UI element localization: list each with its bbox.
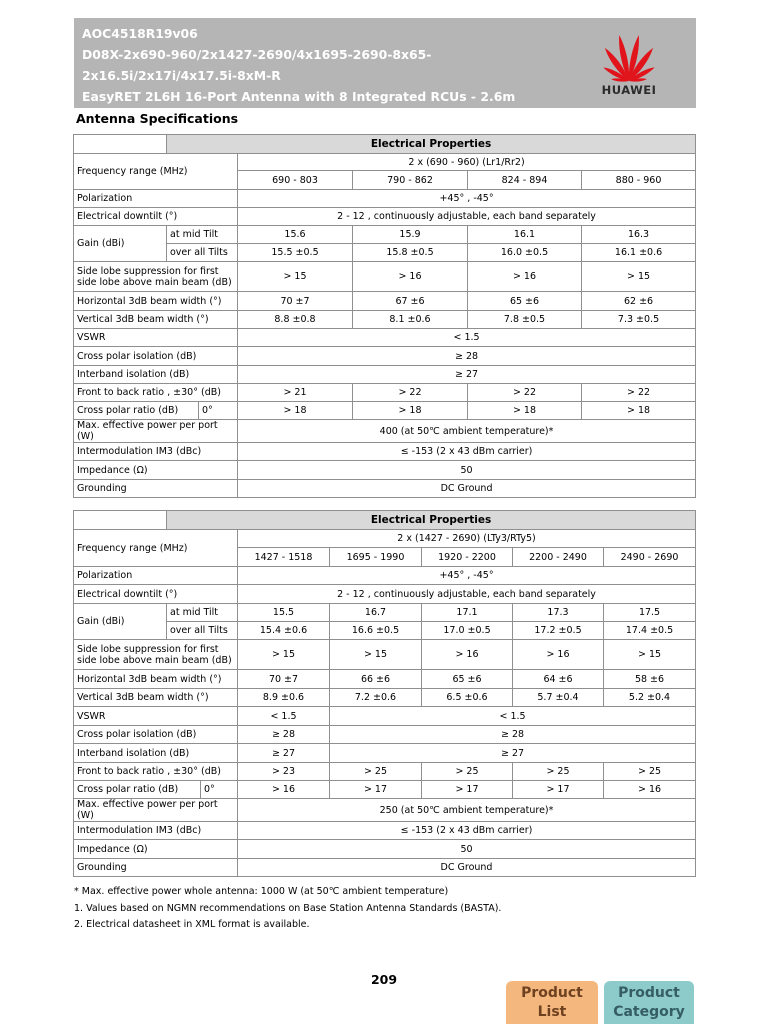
impedance-value: 50 (238, 840, 696, 859)
band-header: 2490 - 2690 (604, 548, 696, 567)
row-label-vswr: VSWR (74, 707, 238, 726)
vbw-value: 7.2 ±0.6 (330, 689, 422, 707)
cpr-value: > 18 (468, 402, 582, 420)
row-label-grounding: Grounding (74, 480, 238, 498)
downtilt-value: 2 - 12 , continuously adjustable, each band separately (238, 208, 696, 226)
row-label-polarization: Polarization (74, 190, 238, 208)
band-header: 880 - 960 (582, 171, 696, 190)
frequency-range-value: 2 x (690 - 960) (Lr1/Rr2) (238, 154, 696, 171)
electrical-properties-table-low-band (73, 134, 696, 498)
gain-all-tilts-label: over all Tilts (167, 244, 238, 262)
row-label-max-power: Max. effective power per port (W) (74, 799, 238, 822)
product-category-button[interactable] (604, 981, 694, 1024)
section-title: Antenna Specifications (76, 111, 239, 126)
interband-isolation-value: ≥ 27 (238, 366, 696, 384)
max-power-value: 250 (at 50℃ ambient temperature)* (238, 799, 696, 822)
gain-value: 17.4 ±0.5 (604, 622, 696, 640)
band-header: 690 - 803 (238, 171, 353, 190)
huawei-petals-icon (594, 26, 664, 82)
impedance-value: 50 (238, 461, 696, 480)
row-label-grounding: Grounding (74, 859, 238, 877)
polarization-value: +45° , -45° (238, 190, 696, 208)
ftb-value: > 23 (238, 763, 330, 781)
cpr-angle: 0° (198, 402, 213, 419)
hbw-value: 65 ±6 (468, 292, 582, 311)
gain-value: 17.5 (604, 604, 696, 622)
row-label-frequency: Frequency range (MHz) (74, 154, 238, 190)
row-label-sidelobe: Side lobe suppression for first side lobe above main beam (dB) (74, 640, 238, 670)
product-model: AOC4518R19v06 (82, 26, 198, 41)
huawei-logo-text: HUAWEI (601, 83, 657, 97)
vbw-value: 7.3 ±0.5 (582, 311, 696, 329)
band-header: 1920 - 2200 (422, 548, 513, 567)
row-label-polarization: Polarization (74, 567, 238, 585)
row-label-cross-polar-isolation: Cross polar isolation (dB) (74, 347, 238, 366)
row-label-impedance: Impedance (Ω) (74, 461, 238, 480)
frequency-range-value: 2 x (1427 - 2690) (LTy3/RTy5) (238, 530, 696, 548)
gain-value: 16.1 (468, 226, 582, 244)
row-label-interband-isolation: Interband isolation (dB) (74, 366, 238, 384)
row-label-front-to-back: Front to back ratio , ±30° (dB) (74, 384, 238, 402)
cpr-value: > 17 (422, 781, 513, 799)
row-label-vbw: Vertical 3dB beam width (°) (74, 689, 238, 707)
product-category-label-line-1: Product (618, 985, 680, 1001)
hbw-value: 58 ±6 (604, 670, 696, 689)
vbw-value: 6.5 ±0.6 (422, 689, 513, 707)
electrical-properties-table-high-band (73, 510, 696, 877)
sidelobe-value: > 15 (238, 640, 330, 670)
im3-value: ≤ -153 (2 x 43 dBm carrier) (238, 443, 696, 461)
table-title: Electrical Properties (167, 135, 696, 154)
row-label-front-to-back: Front to back ratio , ±30° (dB) (74, 763, 238, 781)
vswr-value: < 1.5 (238, 329, 696, 347)
product-category-label-line-2: Category (613, 1004, 685, 1020)
row-label-cross-polar-isolation: Cross polar isolation (dB) (74, 726, 238, 744)
row-label-vbw: Vertical 3dB beam width (°) (74, 311, 238, 329)
row-label-max-power: Max. effective power per port (W) (74, 420, 238, 443)
vbw-value: 8.8 ±0.8 (238, 311, 353, 329)
row-label-impedance: Impedance (Ω) (74, 840, 238, 859)
gain-value: 16.7 (330, 604, 422, 622)
ftb-value: > 25 (330, 763, 422, 781)
product-spec-line-2: 2x16.5i/2x17i/4x17.5i-8xM-R (82, 68, 281, 83)
gain-mid-tilt-label: at mid Tilt (167, 226, 238, 244)
row-label-hbw: Horizontal 3dB beam width (°) (74, 292, 238, 311)
band-header: 2200 - 2490 (513, 548, 604, 567)
gain-value: 17.1 (422, 604, 513, 622)
hbw-value: 70 ±7 (238, 292, 353, 311)
ftb-value: > 25 (604, 763, 696, 781)
sidelobe-value: > 16 (422, 640, 513, 670)
band-header: 790 - 862 (353, 171, 468, 190)
ftb-value: > 25 (513, 763, 604, 781)
hbw-value: 66 ±6 (330, 670, 422, 689)
cpr-value: > 17 (330, 781, 422, 799)
row-label-cross-polar-ratio (74, 402, 238, 420)
vbw-value: 7.8 ±0.5 (468, 311, 582, 329)
interband-isolation-first-band: ≥ 27 (238, 744, 330, 763)
band-header: 824 - 894 (468, 171, 582, 190)
row-label-im3: Intermodulation IM3 (dBc) (74, 443, 238, 461)
row-label-interband-isolation: Interband isolation (dB) (74, 744, 238, 763)
gain-value: 17.0 ±0.5 (422, 622, 513, 640)
gain-value: 15.4 ±0.6 (238, 622, 330, 640)
hbw-value: 65 ±6 (422, 670, 513, 689)
max-power-value: 400 (at 50℃ ambient temperature)* (238, 420, 696, 443)
polarization-value: +45° , -45° (238, 567, 696, 585)
gain-value: 16.6 ±0.5 (330, 622, 422, 640)
grounding-value: DC Ground (238, 480, 696, 498)
header-banner (74, 18, 696, 108)
cpr-value: > 18 (238, 402, 353, 420)
vbw-value: 8.9 ±0.6 (238, 689, 330, 707)
row-label-cross-polar-ratio (74, 781, 238, 799)
gain-value: 17.2 ±0.5 (513, 622, 604, 640)
cpr-value: > 16 (604, 781, 696, 799)
gain-value: 16.1 ±0.6 (582, 244, 696, 262)
product-description: EasyRET 2L6H 16-Port Antenna with 8 Integrated RCUs - 2.6m (82, 89, 516, 104)
footnote-max-power: * Max. effective power whole antenna: 1000 W (at 50℃ ambient temperature) (74, 886, 449, 897)
cpr-value: > 18 (353, 402, 468, 420)
vbw-value: 5.7 ±0.4 (513, 689, 604, 707)
vswr-value: < 1.5 (330, 707, 696, 726)
row-label-downtilt: Electrical downtilt (°) (74, 585, 238, 604)
sidelobe-value: > 15 (582, 262, 696, 292)
hbw-value: 62 ±6 (582, 292, 696, 311)
cpr-angle: 0° (200, 781, 215, 798)
footnote-xml: 2. Electrical datasheet in XML format is available. (74, 919, 310, 930)
cpr-value: > 17 (513, 781, 604, 799)
row-label-gain: Gain (dBi) (74, 604, 167, 640)
sidelobe-value: > 15 (604, 640, 696, 670)
sidelobe-value: > 15 (330, 640, 422, 670)
vswr-value-first-band: < 1.5 (238, 707, 330, 726)
gain-value: 16.0 ±0.5 (468, 244, 582, 262)
vbw-value: 5.2 ±0.4 (604, 689, 696, 707)
page-number: 209 (370, 972, 398, 987)
sidelobe-value: > 16 (468, 262, 582, 292)
row-label-downtilt: Electrical downtilt (°) (74, 208, 238, 226)
gain-value: 15.9 (353, 226, 468, 244)
grounding-value: DC Ground (238, 859, 696, 877)
gain-mid-tilt-label: at mid Tilt (167, 604, 238, 622)
ftb-value: > 22 (582, 384, 696, 402)
band-header: 1427 - 1518 (238, 548, 330, 567)
product-title-block (82, 23, 515, 107)
interband-isolation-value: ≥ 27 (330, 744, 696, 763)
cpr-value: > 16 (238, 781, 330, 799)
row-label-sidelobe: Side lobe suppression for first side lobe above main beam (dB) (74, 262, 238, 292)
cross-polar-isolation-value: ≥ 28 (238, 347, 696, 366)
gain-value: 15.5 ±0.5 (238, 244, 353, 262)
footnote-basta: 1. Values based on NGMN recommendations on Base Station Antenna Standards (BASTA). (74, 902, 502, 914)
row-label-hbw: Horizontal 3dB beam width (°) (74, 670, 238, 689)
gain-all-tilts-label: over all Tilts (167, 622, 238, 640)
table-title: Electrical Properties (167, 511, 696, 530)
ftb-value: > 21 (238, 384, 353, 402)
row-label-im3: Intermodulation IM3 (dBc) (74, 822, 238, 840)
ftb-value: > 22 (468, 384, 582, 402)
gain-value: 15.8 ±0.5 (353, 244, 468, 262)
ftb-value: > 22 (353, 384, 468, 402)
product-list-label-line-1: Product (521, 985, 583, 1001)
gain-value: 16.3 (582, 226, 696, 244)
huawei-logo (594, 26, 664, 102)
ftb-value: > 25 (422, 763, 513, 781)
gain-value: 15.5 (238, 604, 330, 622)
product-list-label-line-2: List (537, 1004, 567, 1020)
product-list-button[interactable] (506, 981, 598, 1024)
footnotes (74, 884, 501, 934)
sidelobe-value: > 16 (513, 640, 604, 670)
cpr-value: > 18 (582, 402, 696, 420)
vbw-value: 8.1 ±0.6 (353, 311, 468, 329)
row-label-vswr: VSWR (74, 329, 238, 347)
im3-value: ≤ -153 (2 x 43 dBm carrier) (238, 822, 696, 840)
gain-value: 15.6 (238, 226, 353, 244)
row-label-frequency: Frequency range (MHz) (74, 530, 238, 567)
row-label-gain: Gain (dBi) (74, 226, 167, 262)
band-header: 1695 - 1990 (330, 548, 422, 567)
sidelobe-value: > 15 (238, 262, 353, 292)
gain-value: 17.3 (513, 604, 604, 622)
product-spec-line-1: D08X-2x690-960/2x1427-2690/4x1695-2690-8x65- (82, 47, 432, 62)
cpr-label-text: Cross polar ratio (dB) (77, 405, 179, 416)
cross-polar-isolation-value: ≥ 28 (330, 726, 696, 744)
cross-polar-isolation-first-band: ≥ 28 (238, 726, 330, 744)
downtilt-value: 2 - 12 , continuously adjustable, each band separately (238, 585, 696, 604)
cpr-label-text: Cross polar ratio (dB) (77, 784, 179, 795)
hbw-value: 64 ±6 (513, 670, 604, 689)
hbw-value: 67 ±6 (353, 292, 468, 311)
hbw-value: 70 ±7 (238, 670, 330, 689)
sidelobe-value: > 16 (353, 262, 468, 292)
